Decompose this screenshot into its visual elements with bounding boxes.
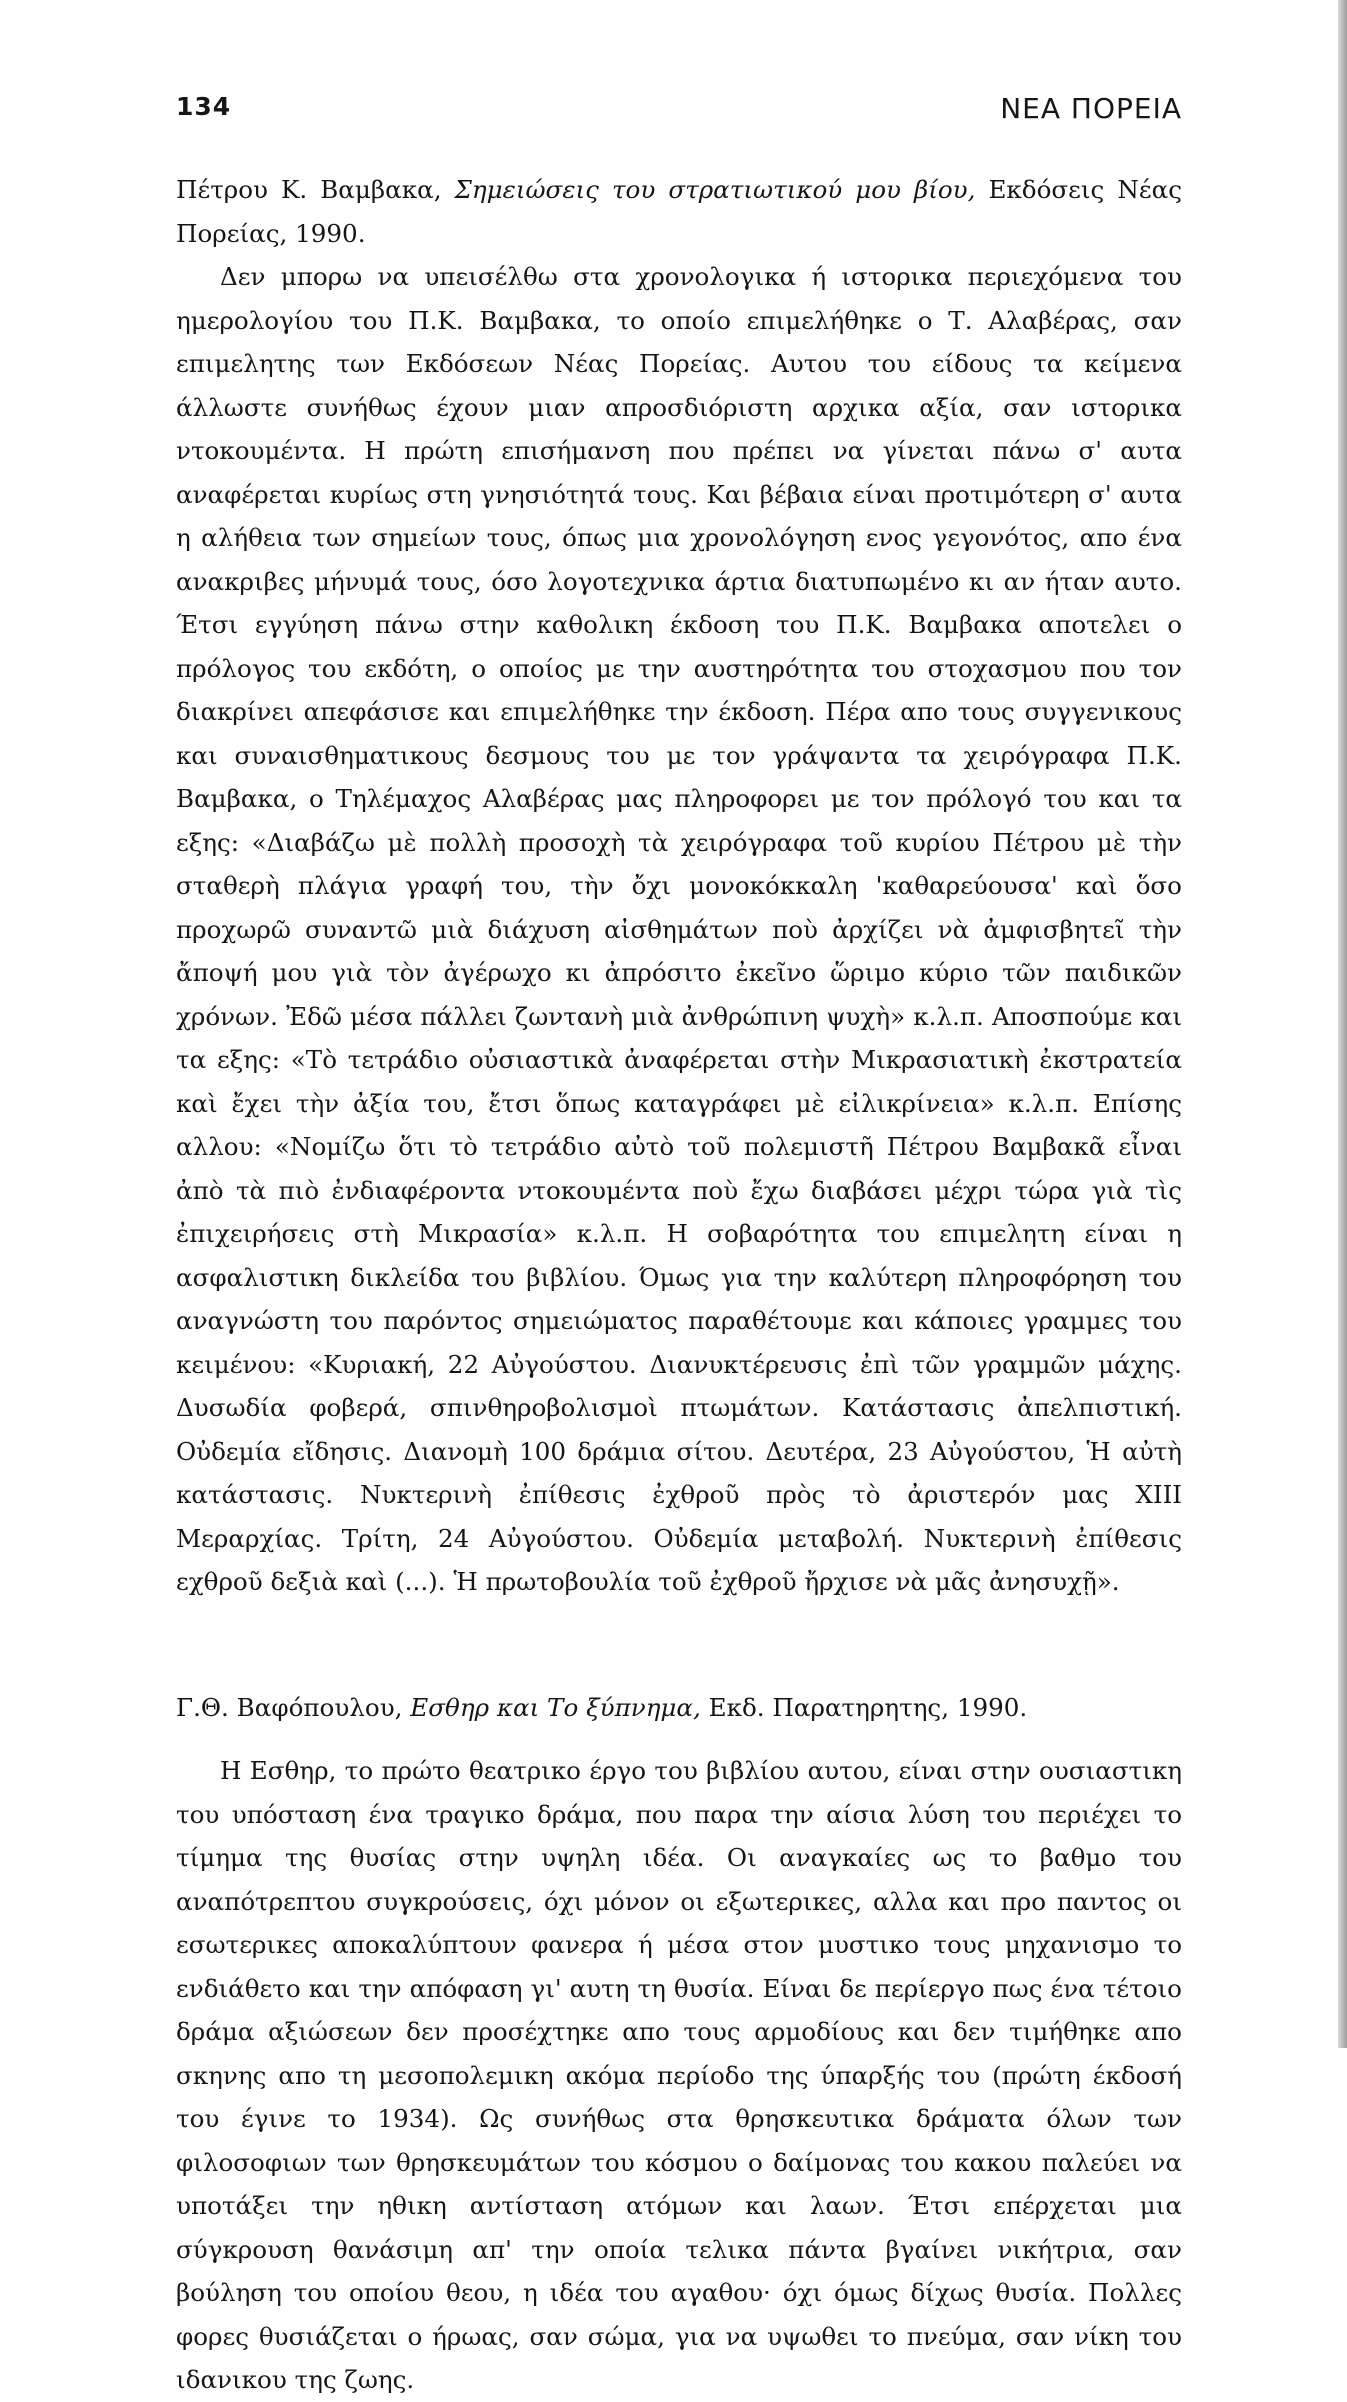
page-edge-shadow (1338, 0, 1347, 2048)
reference-publisher: Εκδόσεις Νέας Πορείας, 1990. (176, 175, 1182, 248)
reference-author: Πέτρου Κ. Βαμβακα, (176, 175, 455, 204)
reference-title: Σημειώσεις του στρατιωτικού μου βίου, (454, 175, 976, 204)
review-paragraph: Η Εσθηρ, το πρώτο θεατρικο έργο του βιβλίου αυτου, είναι στην ουσιαστικη του υπόσταση ένα τραγικο δράμα, που παρα την αίσια λύση του περιέχει το τίμημα της θυσίας στην υψηλη ιδέα. Οι αναγκαίες ως το βαθμο του αναπότρεπτου συγκρούσεις, όχι μόνον οι εξωτερικες, αλλα και προ παντος οι εσωτερικες αποκαλύπτουν φανερα ή μέσα στον μυστικο τους μηχανισμο το ενδιάθετο και την απόφαση γι' αυτη τη θυσία. Είναι δε περίεργο πως ένα τέτοιο δράμα αξιώσεων δεν προσέχτηκε απο τους αρμοδίους και δεν τιμήθηκε απο σκηνης απο τη μεσοπολεμικη ακόμα περίοδο της ύπαρξής του (πρώτη έκδοσή του έγινε το 1934). Ως συνήθως στα θρησκευτικα δράματα όλων των φιλοσοφιων των θρησκευμάτων του κόσμου ο δαίμονας του κακου παλεύει να υποτάξει την ηθικη αντίσταση ατόμων και λαων. Έτσι επέρχεται μια σύγκρουση θανάσιμη απ' την οποία τελικα πάντα βγαίνει νικήτρια, σαν βούληση του οποίου θεου, η ιδέα του αγαθου· όχι όμως δίχως θυσία. Πολλες φορες θυσιάζεται ο ήρωας, σαν σώμα, για να υψωθει το πνεύμα, σαν νίκη του ιδανικου της ζωης. (176, 1756, 1182, 2394)
page-number: 134 (176, 92, 232, 121)
page-header (176, 92, 1182, 136)
page-body (176, 168, 1182, 2402)
reference-publisher: Εκδ. Παρατηρητης, 1990. (700, 1692, 1028, 1722)
reference-title: Εσθηρ και Το ξύπνημα, (410, 1692, 701, 1722)
review-paragraph: Δεν μπορω να υπεισέλθω στα χρονολογικα ή ιστορικα περιεχόμενα του ημερολογίου του Π.Κ. Βαμβακα, το οποίο επιμελήθηκε ο Τ. Αλαβέρας, σαν επιμελητης των Εκδόσεων Νέας Πορείας. Αυτου του είδους τα κείμενα άλλωστε συνήθως έχουν μιαν απροσδιόριστη αρχικα αξία, σαν ιστορικα ντοκουμέντα. Η πρώτη επισήμανση που πρέπει να γίνεται πάνω σ' αυτα αναφέρεται κυρίως στη γνησιότητά τους. Και βέβαια είναι προτιμότερη σ' αυτα η αλήθεια των σημείων τους, όπως μια χρονολόγηση ενος γεγονότος, απο ένα ανακριβες μήνυμά τους, όσο λογοτεχνικα άρτια διατυπωμένο κι αν ήταν αυτο. Έτσι εγγύηση πάνω στην καθολικη έκδοση του Π.Κ. Βαμβακα αποτελει ο πρόλογος του εκδότη, ο οποίος με την αυστηρότητα του στοχασμου που τον διακρίνει απεφάσισε και επιμελήθηκε την έκδοση. Πέρα απο τους συγγενικους και συναισθηματικους δεσμους του με τον γράψαντα τα χειρόγραφα Π.Κ. Βαμβακα, ο Τηλέμαχος Αλαβέρας μας πληροφορει με τον πρόλογό του και τα εξης: «Διαβάζω μὲ πολλὴ προσοχὴ τὰ χειρόγραφα τοῦ κυρίου Πέτρου μὲ τὴν σταθερὴ πλάγια γραφή του, τὴν ὄχι μονοκόκκαλη 'καθαρεύουσα' καὶ ὅσο προχωρῶ συναντῶ μιὰ διάχυση αἰσθημάτων ποὺ ἀρχίζει νὰ ἀμφισβητεῖ τὴν ἄποψή μου γιὰ τὸν ἀγέρωχο κι ἀπρόσιτο ἐκεῖνο ὥριμο κύριο τῶν παιδικῶν χρόνων. Ἐδῶ μέσα πάλλει ζωντανὴ μιὰ ἀνθρώπινη ψυχὴ» κ.λ.π. Αποσπούμε και τα εξης: «Τὸ τετράδιο οὐσιαστικὰ ἀναφέρεται στὴν Μικρασιατικὴ ἐκστρατεία καὶ ἔχει τὴν ἀξία του, ἔτσι ὅπως καταγράφει μὲ εἰλικρίνεια» κ.λ.π. Επίσης αλλου: «Νομίζω ὅτι τὸ τετράδιο αὐτὸ τοῦ πολεμιστῆ Πέτρου Βαμβακᾶ εἶναι ἀπὸ τὰ πιὸ ἐνδιαφέροντα ντοκουμέντα ποὺ ἔχω διαβάσει μέχρι τώρα γιὰ τὶς ἐπιχειρήσεις στὴ Μικρασία» κ.λ.π. Η σοβαρότητα του επιμελητη είναι η ασφαλιστικη δικλείδα του βιβλίου. Όμως για την καλύτερη πληροφόρηση του αναγνώστη του παρόντος σημειώματος παραθέτουμε και κάποιες γραμμες του κειμένου: «Κυριακή, 22 Αὐγούστου. Διανυκτέρευσις ἐπὶ τῶν γραμμῶν μάχης. Δυσωδία φοβερά, σπινθηροβολισμοὶ πτωμάτων. Κατάστασις ἀπελπιστική. Οὐδεμία εἴδησις. Διανομὴ 100 δράμια σίτου. Δευτέρα, 23 Αὐγούστου, Ἡ αὐτὴ κατάστασις. Νυκτερινὴ ἐπίθεσις ἐχθροῦ πρὸς τὸ ἀριστερόν μας XIII Μεραρχίας. Τρίτη, 24 Αὐγούστου. Οὐδεμία μεταβολή. Νυκτερινὴ ἐπίθεσις εχθροῦ δεξιὰ καὶ (...). Ἡ πρωτοβουλία τοῦ ἐχθροῦ ἤρχισε νὰ μᾶς ἀνησυχῇ». (176, 262, 1182, 1596)
review-reference (176, 168, 1182, 255)
running-head: ΝΕΑ ΠΟΡΕΙΑ (1000, 92, 1182, 125)
reference-author: Γ.Θ. Βαφόπουλου, (176, 1692, 411, 1722)
review-reference (176, 1686, 1182, 1730)
